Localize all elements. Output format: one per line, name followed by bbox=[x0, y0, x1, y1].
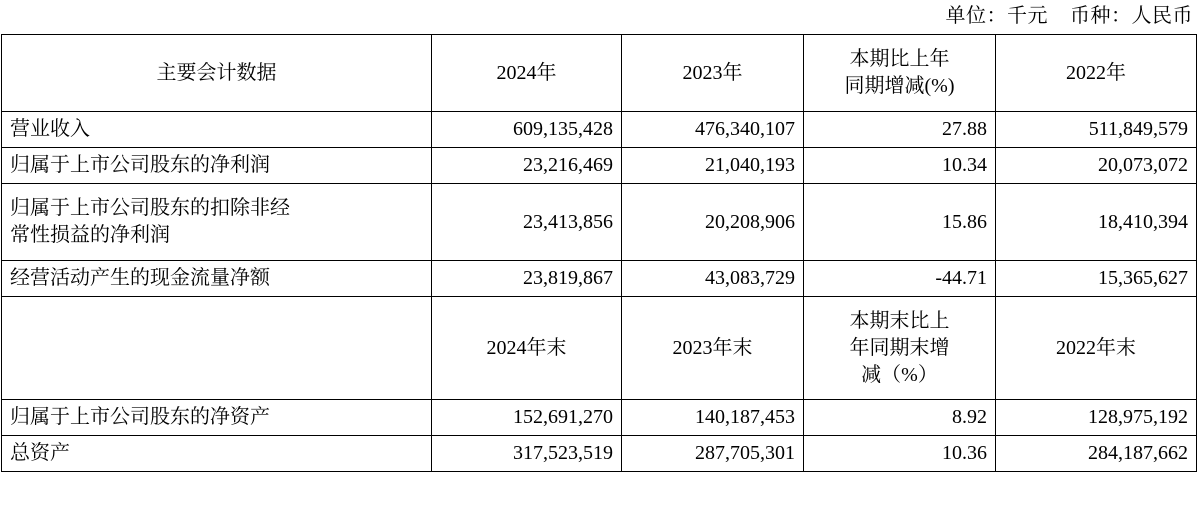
subheader-cell-label bbox=[2, 297, 432, 400]
subheader-change-line3: 减（%） bbox=[861, 363, 938, 386]
row-label: 营业收入 bbox=[2, 112, 432, 148]
row-value-change: 8.92 bbox=[804, 400, 996, 436]
row-value-2023: 20,208,906 bbox=[622, 184, 804, 261]
table-row bbox=[2, 400, 1197, 436]
header-cell-change bbox=[804, 35, 996, 112]
table-row bbox=[2, 148, 1197, 184]
row-value-2022: 20,073,072 bbox=[996, 148, 1197, 184]
row-value-change: 10.34 bbox=[804, 148, 996, 184]
row-label: 归属于上市公司股东的净利润 bbox=[2, 148, 432, 184]
row-label: 归属于上市公司股东的净资产 bbox=[2, 400, 432, 436]
row-value-2024: 23,819,867 bbox=[432, 261, 622, 297]
row-label-line1: 归属于上市公司股东的扣除非经 bbox=[10, 197, 290, 219]
row-value-2023: 21,040,193 bbox=[622, 148, 804, 184]
header-cell-2022: 2022年 bbox=[996, 35, 1197, 112]
row-label: 总资产 bbox=[2, 436, 432, 472]
row-value-2023: 287,705,301 bbox=[622, 436, 804, 472]
table-header-row bbox=[2, 35, 1197, 112]
row-value-2023: 140,187,453 bbox=[622, 400, 804, 436]
row-value-2023: 476,340,107 bbox=[622, 112, 804, 148]
subheader-change-line2: 年同期末增 bbox=[849, 336, 950, 359]
row-value-change: 27.88 bbox=[804, 112, 996, 148]
row-value-2022: 15,365,627 bbox=[996, 261, 1197, 297]
financial-summary-table bbox=[1, 34, 1197, 472]
row-value-2022: 511,849,579 bbox=[996, 112, 1197, 148]
row-value-change: 10.36 bbox=[804, 436, 996, 472]
subheader-cell-change bbox=[804, 297, 996, 400]
subheader-cell-2023: 2023年末 bbox=[622, 297, 804, 400]
row-value-2022: 128,975,192 bbox=[996, 400, 1197, 436]
subheader-cell-2024: 2024年末 bbox=[432, 297, 622, 400]
row-value-change: 15.86 bbox=[804, 184, 996, 261]
header-cell-2024: 2024年 bbox=[432, 35, 622, 112]
table-row bbox=[2, 261, 1197, 297]
header-change-line1: 本期比上年 bbox=[849, 48, 950, 70]
unit-note: 单位：千元 币种：人民币 bbox=[945, 5, 1193, 27]
table-row bbox=[2, 436, 1197, 472]
row-value-2024: 152,691,270 bbox=[432, 400, 622, 436]
table-subheader-row bbox=[2, 297, 1197, 400]
header-cell-label: 主要会计数据 bbox=[2, 35, 432, 112]
row-label: 经营活动产生的现金流量净额 bbox=[2, 261, 432, 297]
row-value-2022: 18,410,394 bbox=[996, 184, 1197, 261]
row-label bbox=[2, 184, 432, 261]
row-value-2024: 23,413,856 bbox=[432, 184, 622, 261]
row-value-2023: 43,083,729 bbox=[622, 261, 804, 297]
header-cell-2023: 2023年 bbox=[622, 35, 804, 112]
row-label-line2: 常性损益的净利润 bbox=[10, 224, 170, 246]
row-value-2024: 317,523,519 bbox=[432, 436, 622, 472]
row-value-2022: 284,187,662 bbox=[996, 436, 1197, 472]
subheader-change-line1: 本期末比上 bbox=[849, 309, 950, 332]
table-row bbox=[2, 112, 1197, 148]
row-value-2024: 23,216,469 bbox=[432, 148, 622, 184]
row-value-change: -44.71 bbox=[804, 261, 996, 297]
row-value-2024: 609,135,428 bbox=[432, 112, 622, 148]
subheader-cell-2022: 2022年末 bbox=[996, 297, 1197, 400]
table-row bbox=[2, 184, 1197, 261]
header-change-line2: 同期增减(%) bbox=[844, 75, 955, 97]
